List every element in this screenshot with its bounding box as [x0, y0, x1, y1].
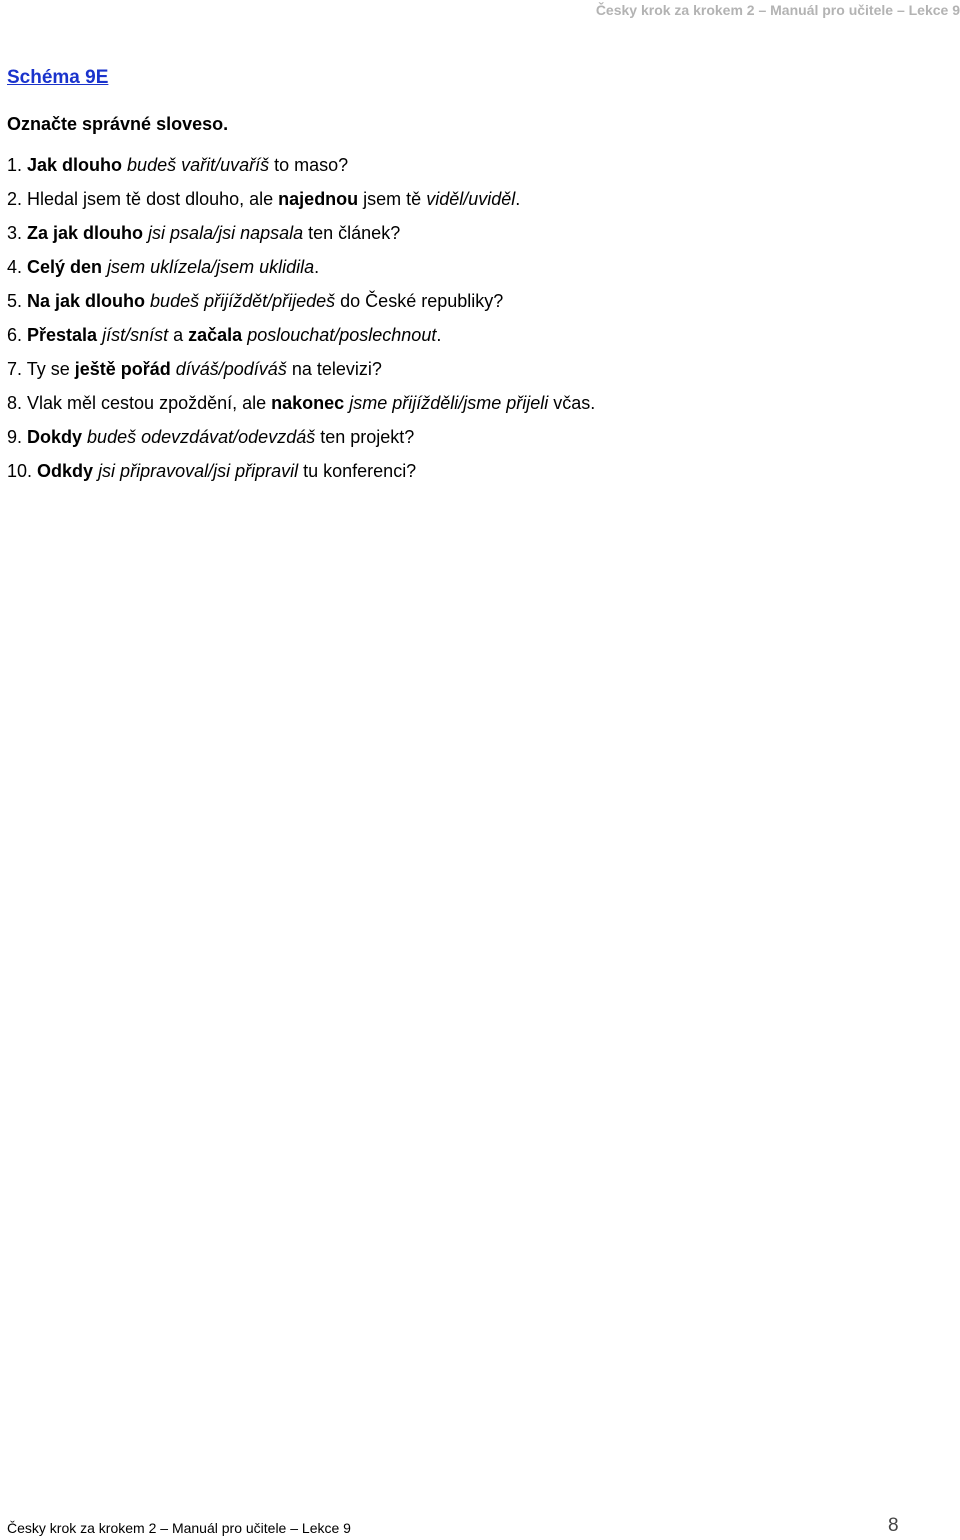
- sentence-text: Vlak měl cestou zpoždění, ale: [27, 393, 272, 413]
- sentence-text: .: [515, 189, 521, 209]
- exercise-list: [7, 148, 947, 488]
- exercise-item: [7, 454, 947, 488]
- sentence-text: do České republiky?: [335, 291, 504, 311]
- verb-choice: díváš/podíváš: [175, 359, 287, 379]
- sentence-text: a: [168, 325, 189, 345]
- exercise-item-number: 4.: [7, 257, 28, 277]
- running-footer: Česky krok za krokem 2 – Manuál pro učitele – Lekce 9: [7, 1520, 351, 1536]
- time-expression: najednou: [278, 189, 359, 209]
- exercise-item-number: 9.: [7, 427, 28, 447]
- verb-choice: jsem uklízela/jsem uklidila: [107, 257, 315, 277]
- verb-choice: viděl/uviděl: [426, 189, 516, 209]
- page-number: 8: [888, 1515, 899, 1536]
- verb-choice: jsi připravoval/jsi připravil: [98, 461, 299, 481]
- verb-choice: jsi psala/jsi napsala: [148, 223, 304, 243]
- time-expression: Celý den: [27, 257, 103, 277]
- running-header: Česky krok za krokem 2 – Manuál pro učitele – Lekce 9: [595, 2, 960, 18]
- sentence-text: Ty se: [26, 359, 75, 379]
- exercise-item-number: 7.: [7, 359, 27, 379]
- verb-choice: budeš odevzdávat/odevzdáš: [87, 427, 316, 447]
- document-body: [7, 66, 947, 488]
- time-expression: Na jak dlouho: [27, 291, 146, 311]
- sentence-text: tu konferenci?: [298, 461, 417, 481]
- exercise-item-number: 6.: [7, 325, 28, 345]
- exercise-item: [7, 284, 947, 318]
- time-expression: nakonec: [271, 393, 345, 413]
- sentence-text: ten článek?: [303, 223, 401, 243]
- verb-choice: jíst/sníst: [102, 325, 169, 345]
- time-expression: Za jak dlouho: [27, 223, 144, 243]
- time-expression: ještě pořád: [74, 359, 171, 379]
- time-expression: Odkdy: [37, 461, 94, 481]
- sentence-text: .: [314, 257, 320, 277]
- exercise-item-number: 3.: [7, 223, 28, 243]
- exercise-item: [7, 182, 947, 216]
- exercise-item-number: 5.: [7, 291, 28, 311]
- exercise-item: [7, 352, 947, 386]
- exercise-item: [7, 148, 947, 182]
- section-title: Schéma 9E: [7, 67, 109, 88]
- exercise-item-number: 1.: [7, 155, 28, 175]
- sentence-text: Hledal jsem tě dost dlouho, ale: [27, 189, 279, 209]
- exercise-item-number: 2.: [7, 189, 28, 209]
- exercise-item: [7, 386, 947, 420]
- exercise-item: [7, 420, 947, 454]
- sentence-text: na televizi?: [286, 359, 382, 379]
- verb-choice: budeš vařit/uvaříš: [127, 155, 270, 175]
- exercise-instruction: Označte správné sloveso.: [7, 114, 229, 134]
- verb-choice: jsme přijížděli/jsme přijeli: [349, 393, 549, 413]
- sentence-text: jsem tě: [358, 189, 427, 209]
- exercise-item: [7, 216, 947, 250]
- sentence-text: ten projekt?: [315, 427, 415, 447]
- sentence-text: včas.: [548, 393, 596, 413]
- exercise-item-number: 10.: [7, 461, 38, 481]
- time-expression: Jak dlouho: [27, 155, 123, 175]
- exercise-item: [7, 318, 947, 352]
- sentence-text: .: [436, 325, 442, 345]
- sentence-text: to maso?: [269, 155, 349, 175]
- time-expression: Přestala: [27, 325, 98, 345]
- time-expression: Dokdy: [27, 427, 83, 447]
- verb-choice: budeš přijíždět/přijedeš: [150, 291, 336, 311]
- verb-choice: poslouchat/poslechnout: [247, 325, 437, 345]
- time-expression: začala: [188, 325, 243, 345]
- exercise-item: [7, 250, 947, 284]
- exercise-item-number: 8.: [7, 393, 28, 413]
